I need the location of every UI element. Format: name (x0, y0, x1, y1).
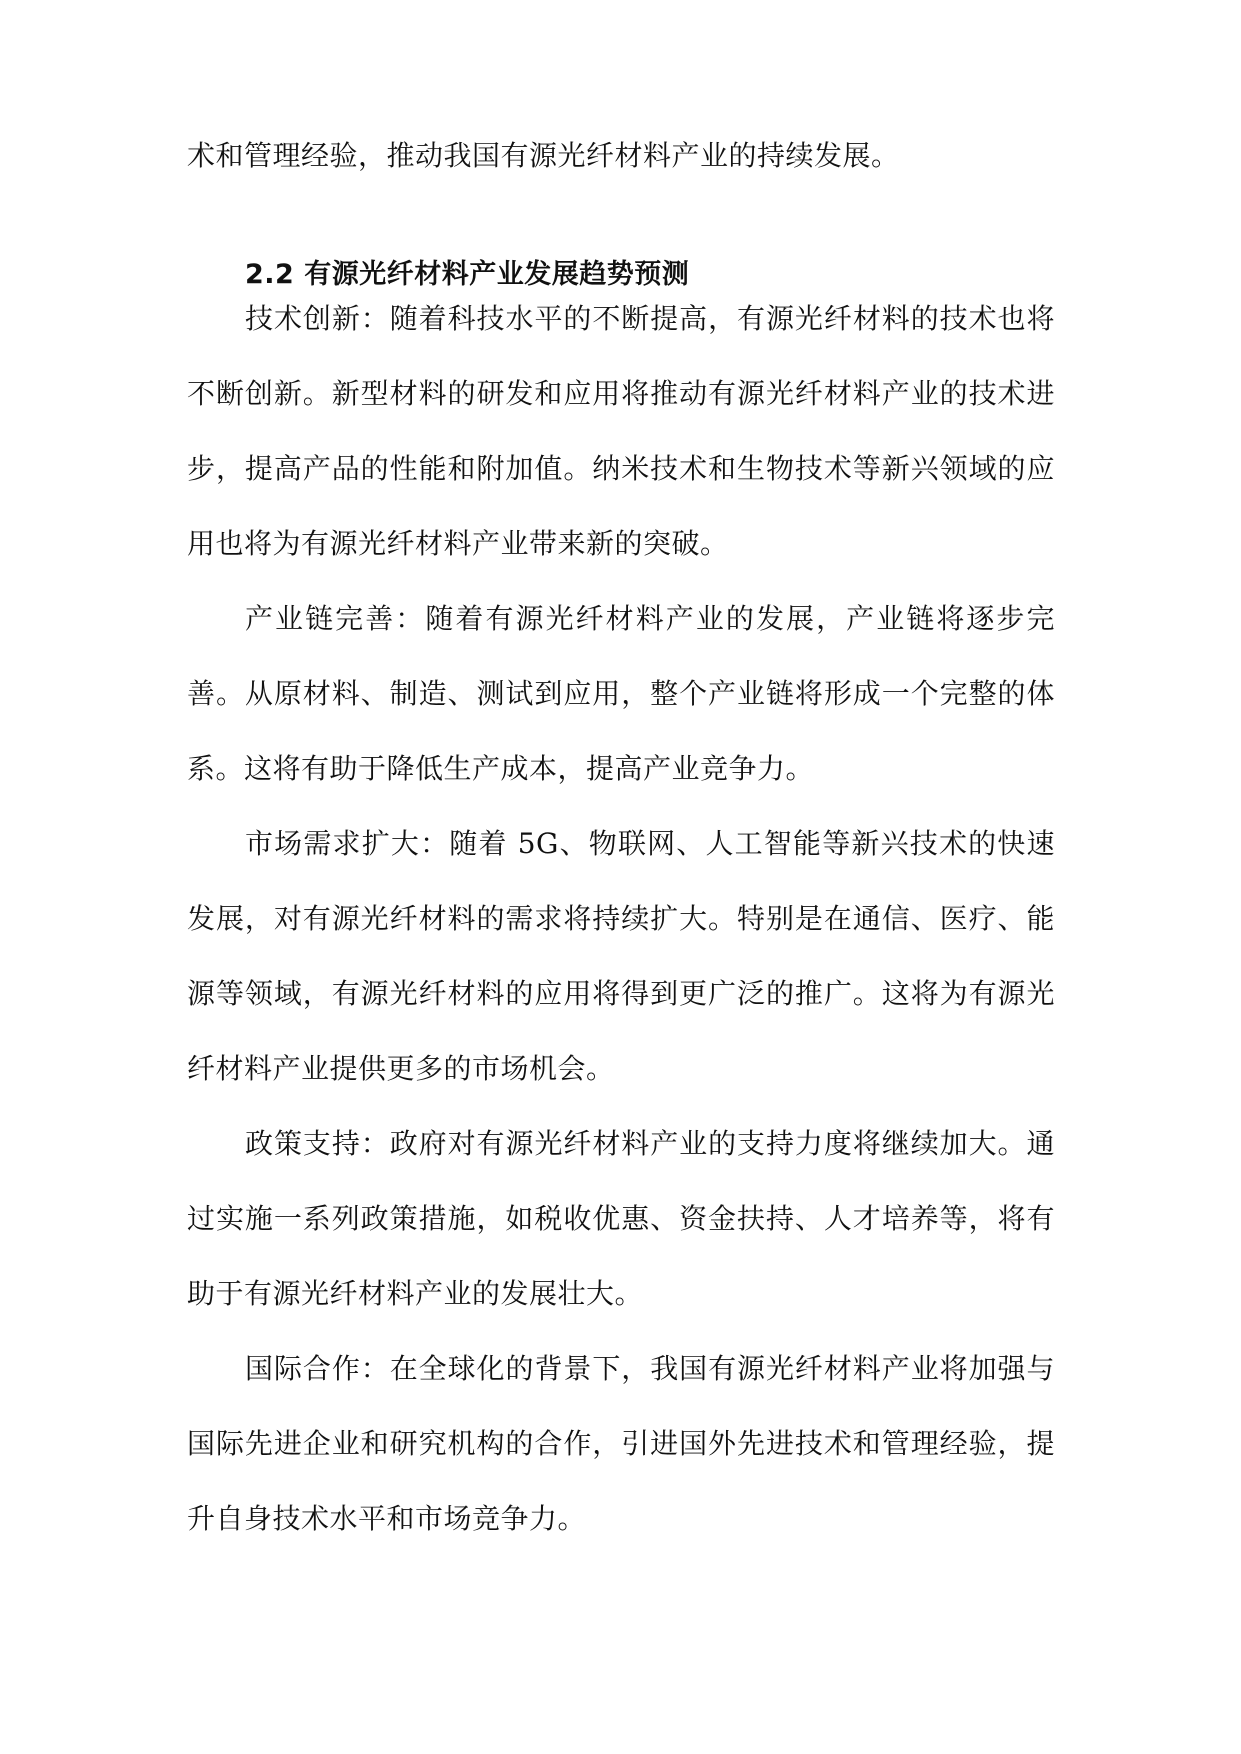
paragraph-technology-innovation: 技术创新：随着科技水平的不断提高，有源光纤材料的技术也将不断创新。新型材料的研发和应用将推动有源光纤材料产业的技术进步，提高产品的性能和附加值。纳米技术和生物技术等新兴领域的应用也将为有源光纤材料产业带来新的突破。 (187, 302, 1055, 560)
continuation-paragraph: 术和管理经验，推动我国有源光纤材料产业的持续发展。 (187, 139, 900, 172)
paragraph-market-demand: 市场需求扩大：随着 5G、物联网、人工智能等新兴技术的快速发展，对有源光纤材料的需求将持续扩大。特别是在通信、医疗、能源等领域，有源光纤材料的应用将得到更广泛的推广。这将为有源光纤材料产业提供更多的市场机会。 (187, 827, 1055, 1085)
paragraph-international-cooperation: 国际合作：在全球化的背景下，我国有源光纤材料产业将加强与国际先进企业和研究机构的合作，引进国外先进技术和管理经验，提升自身技术水平和市场竞争力。 (187, 1352, 1055, 1535)
paragraph-policy-support: 政策支持：政府对有源光纤材料产业的支持力度将继续加大。通过实施一系列政策措施，如税收优惠、资金扶持、人才培养等，将有助于有源光纤材料产业的发展壮大。 (187, 1127, 1055, 1310)
section-heading: 2.2 有源光纤材料产业发展趋势预测 (245, 259, 690, 290)
paragraph-industry-chain: 产业链完善：随着有源光纤材料产业的发展，产业链将逐步完善。从原材料、制造、测试到应用，整个产业链将形成一个完整的体系。这将有助于降低生产成本，提高产业竞争力。 (187, 602, 1055, 785)
